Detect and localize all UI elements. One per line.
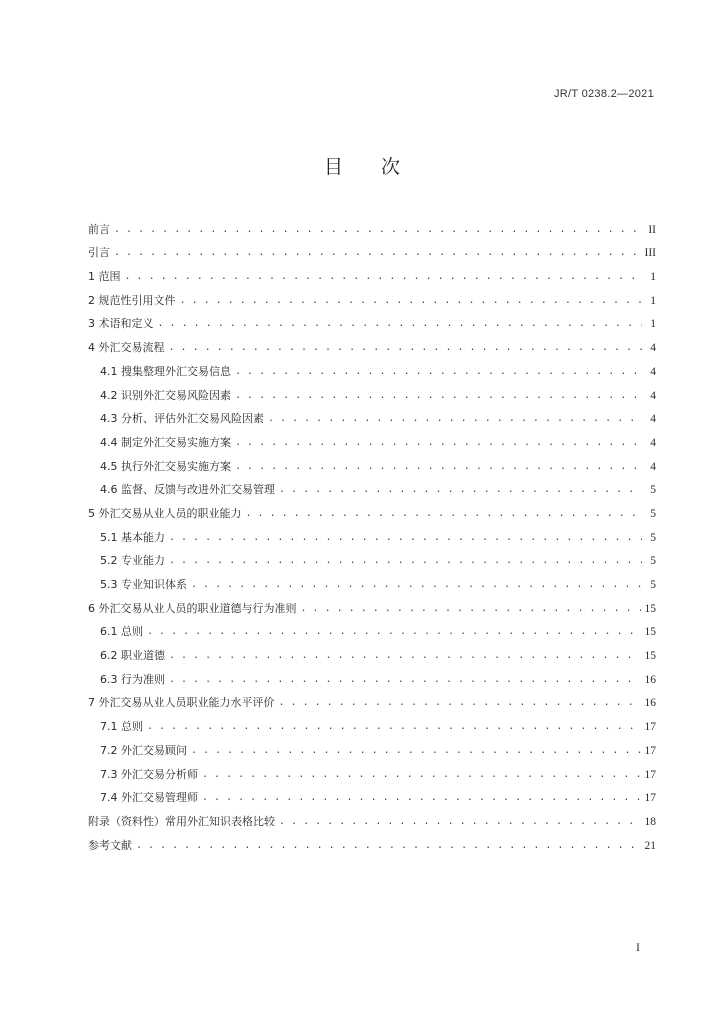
toc-entry-page: 17: [644, 792, 656, 805]
toc-leader-dots: [202, 768, 641, 782]
toc-entry-page: 15: [644, 650, 656, 663]
toc-entry-label: 6.2 职业道德: [100, 649, 165, 663]
toc-entry-page: 17: [644, 744, 656, 757]
toc-entry-page: 15: [644, 602, 656, 615]
toc-entry-page: 4: [650, 342, 656, 355]
toc-entry-page: 17: [644, 768, 656, 781]
toc-entry[interactable]: [88, 331, 656, 355]
toc-entry[interactable]: [88, 782, 656, 806]
toc-entry[interactable]: [88, 805, 656, 829]
toc-entry[interactable]: [88, 450, 656, 474]
toc-leader-dots: [169, 649, 641, 663]
toc-entry-label: 7.1 总则: [100, 720, 143, 734]
toc-leader-dots: [169, 554, 642, 568]
toc-entry-label: 6 外汇交易从业人员的职业道德与行为准则: [88, 601, 297, 615]
toc-leader-dots: [279, 815, 641, 829]
toc-entry-page: 21: [644, 839, 656, 852]
toc-leader-dots: [191, 578, 642, 592]
toc-leader-dots: [235, 389, 642, 403]
toc-entry[interactable]: [88, 308, 656, 332]
toc-leader-dots: [136, 839, 641, 853]
toc-leader-dots: [235, 460, 642, 474]
toc-leader-dots: [246, 507, 643, 521]
toc-entry-label: 2 规范性引用文件: [88, 293, 176, 307]
toc-leader-dots: [279, 696, 641, 710]
toc-entry[interactable]: [88, 426, 656, 450]
toc-entry-page: 5: [650, 484, 656, 497]
toc-entry-page: 4: [650, 460, 656, 473]
toc-entry[interactable]: [88, 474, 656, 498]
toc-entry-label: 5.1 基本能力: [100, 530, 165, 544]
toc-entry-label: 4.2 识别外汇交易风险因素: [100, 388, 231, 402]
toc-entry-label: 附录（资料性）常用外汇知识表格比较: [88, 814, 275, 828]
toc-entry[interactable]: [88, 355, 656, 379]
toc-leader-dots: [147, 720, 641, 734]
toc-leader-dots: [268, 412, 642, 426]
toc-entry-page: II: [648, 223, 656, 236]
toc-entry[interactable]: [88, 213, 656, 237]
toc-entry-label: 5 外汇交易从业人员的职业能力: [88, 506, 242, 520]
toc-entry-label: 3 术语和定义: [88, 317, 154, 331]
toc-leader-dots: [279, 483, 642, 497]
toc-entry-label: 4.6 监督、反馈与改进外汇交易管理: [100, 483, 275, 497]
toc-entry[interactable]: [88, 639, 656, 663]
toc-leader-dots: [169, 673, 641, 687]
toc-entry[interactable]: [88, 545, 656, 569]
toc-entry[interactable]: [88, 403, 656, 427]
toc-entry-page: 18: [644, 815, 656, 828]
toc-entry-label: 5.3 专业知识体系: [100, 578, 187, 591]
page-number: I: [636, 940, 640, 954]
toc-entry-label: 6.3 行为准则: [100, 672, 165, 686]
toc-leader-dots: [114, 246, 641, 260]
toc-leader-dots: [147, 625, 641, 639]
toc-entry[interactable]: [88, 568, 656, 592]
toc-leader-dots: [235, 436, 642, 450]
toc-leader-dots: [169, 341, 643, 355]
toc-entry-page: 4: [650, 436, 656, 449]
toc-entry-label: 4 外汇交易流程: [88, 341, 165, 355]
toc-entry[interactable]: [88, 260, 656, 284]
toc-leader-dots: [180, 294, 643, 308]
toc-entry[interactable]: [88, 521, 656, 545]
toc-entry[interactable]: [88, 237, 656, 261]
toc-entry-label: 前言: [88, 222, 110, 236]
toc-entry-page: 5: [650, 507, 656, 520]
toc-entry-page: 4: [650, 389, 656, 402]
toc-leader-dots: [191, 744, 641, 758]
toc-entry-page: 5: [650, 531, 656, 544]
toc-leader-dots: [125, 270, 643, 284]
toc-entry[interactable]: [88, 284, 656, 308]
toc-entry-page: 5: [650, 555, 656, 568]
toc-entry[interactable]: [88, 758, 656, 782]
toc-entry[interactable]: [88, 497, 656, 521]
toc-leader-dots: [114, 223, 642, 237]
toc-entry[interactable]: [88, 687, 656, 711]
toc-leader-dots: [158, 317, 643, 331]
toc-entry-page: 15: [644, 626, 656, 639]
toc-entry-page: 17: [644, 721, 656, 734]
toc-entry-label: 4.3 分析、评估外汇交易风险因素: [100, 412, 264, 426]
toc-entry-page: 4: [650, 413, 656, 426]
document-code: JR/T 0238.2—2021: [554, 88, 654, 100]
toc-entry-label: 7 外汇交易从业人员职业能力水平评价: [88, 696, 275, 710]
toc-entry-label: 引言: [88, 246, 110, 260]
page-title: 目 次: [323, 156, 400, 178]
toc-entry-page: 1: [650, 294, 656, 307]
toc-entry[interactable]: [88, 616, 656, 640]
toc-entry-label: 6.1 总则: [100, 625, 143, 639]
toc-entry-page: 5: [650, 579, 656, 591]
toc-entry-label: 5.2 专业能力: [100, 554, 165, 568]
toc-entry-label: 7.2 外汇交易顾问: [100, 743, 187, 757]
toc-entry-label: 7.3 外汇交易分析师: [100, 767, 198, 781]
toc-entry-label: 4.4 制定外汇交易实施方案: [100, 435, 231, 449]
toc-entry[interactable]: [88, 592, 656, 616]
toc-entry-page: 16: [644, 697, 656, 710]
toc-entry[interactable]: [88, 710, 656, 734]
table-of-contents: [88, 213, 656, 853]
toc-entry[interactable]: [88, 663, 656, 687]
toc-entry-page: 16: [644, 673, 656, 686]
toc-entry-label: 7.4 外汇交易管理师: [100, 791, 198, 805]
toc-entry-label: 1 范围: [88, 270, 121, 284]
toc-entry-label: 4.5 执行外汇交易实施方案: [100, 459, 231, 473]
toc-leader-dots: [235, 365, 642, 379]
toc-entry-page: 1: [650, 271, 656, 284]
toc-leader-dots: [202, 791, 641, 805]
toc-entry-label: 4.1 搜集整理外汇交易信息: [100, 364, 231, 378]
toc-leader-dots: [301, 602, 641, 616]
toc-leader-dots: [169, 531, 642, 545]
toc-entry-page: 1: [650, 318, 656, 331]
toc-entry-page: III: [644, 247, 656, 260]
toc-entry[interactable]: [88, 379, 656, 403]
toc-entry[interactable]: [88, 829, 656, 853]
toc-entry[interactable]: [88, 734, 656, 758]
toc-entry-page: 4: [650, 365, 656, 378]
toc-entry-label: 参考文献: [88, 838, 132, 852]
